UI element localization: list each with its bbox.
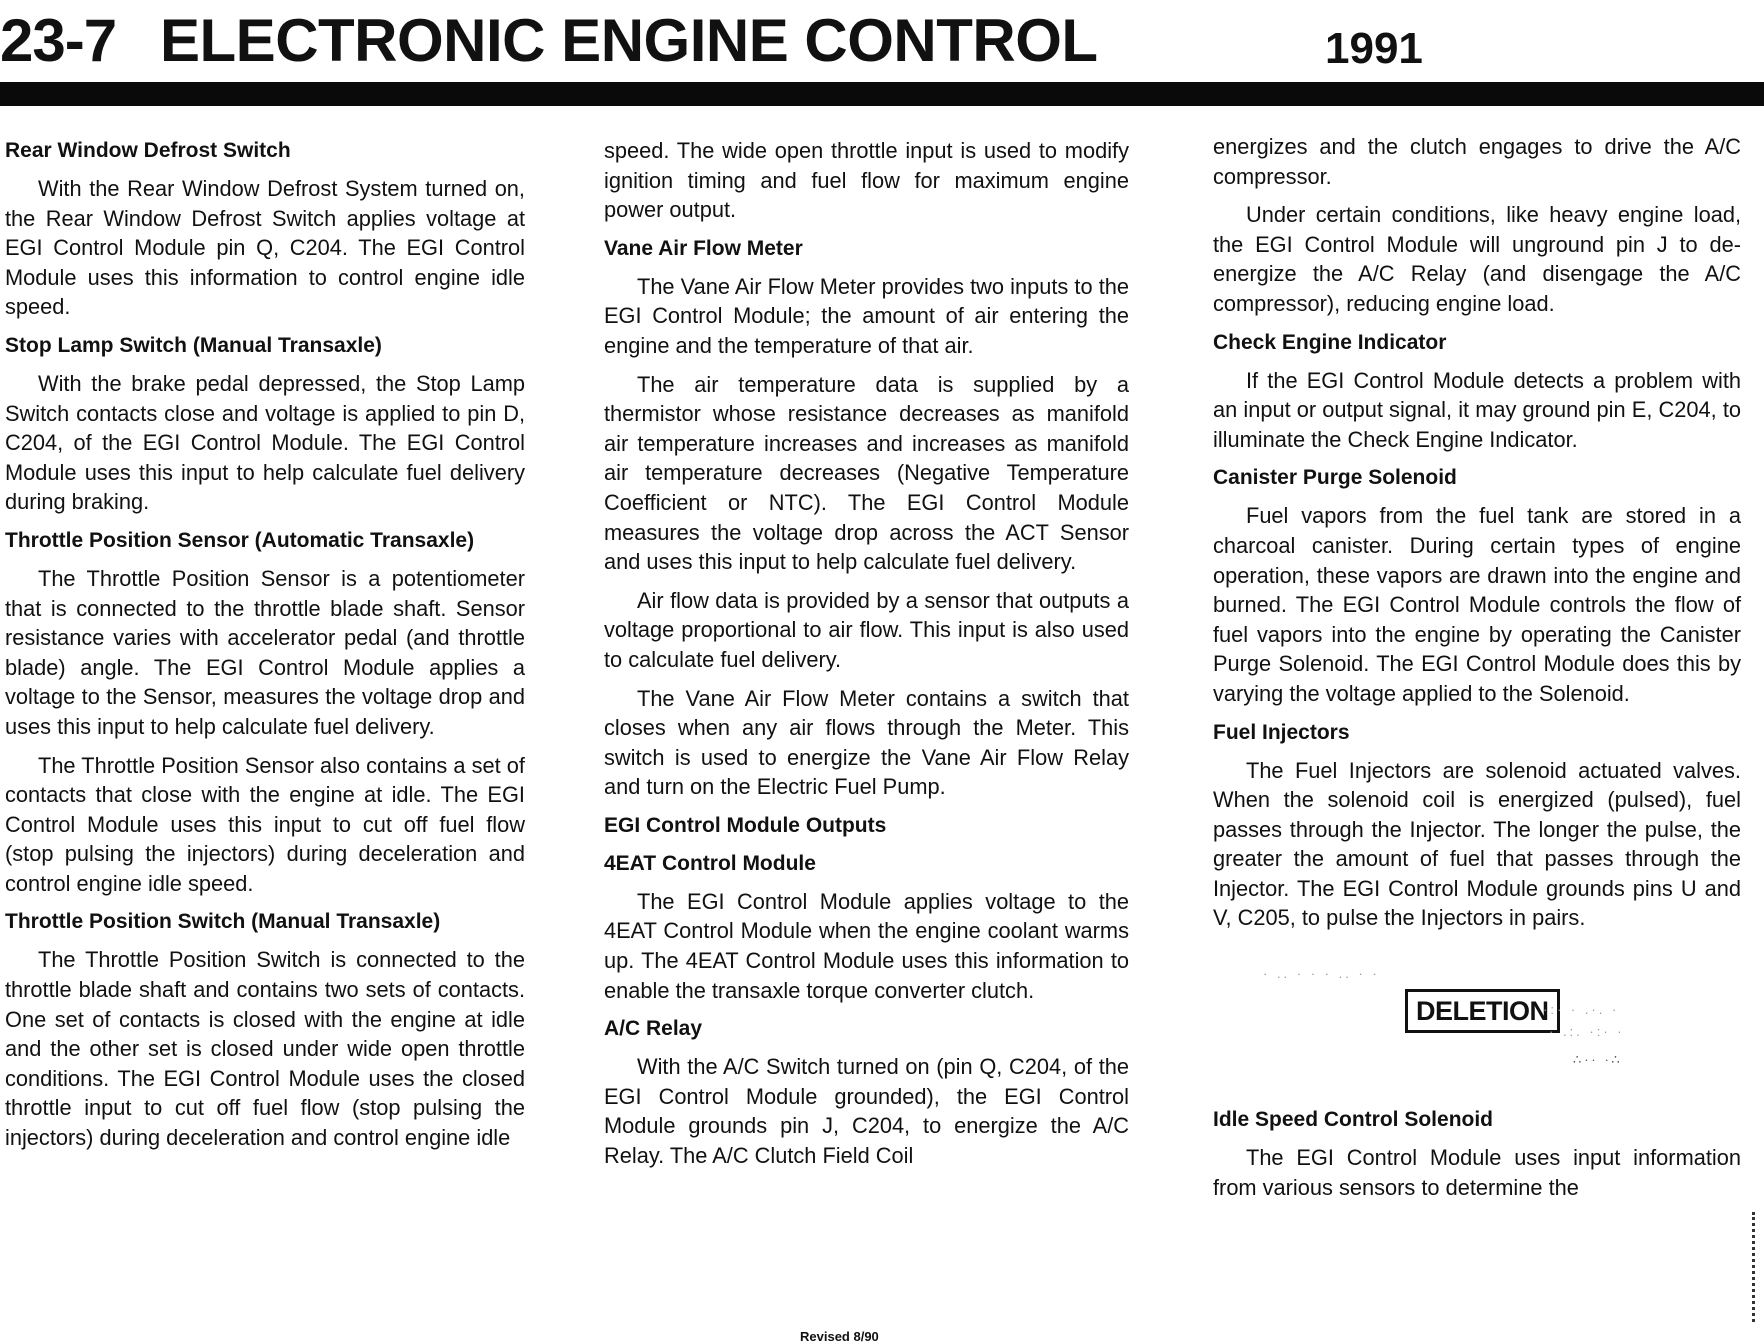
heading-check-engine-indicator: Check Engine Indicator (1213, 330, 1447, 354)
paragraph: The Vane Air Flow Meter provides two inputs to the EGI Control Module; the amount of air entering the engine and the temperature of that air. (604, 273, 1129, 358)
paragraph: The air temperature data is supplied by a thermistor whose resistance decreases as manifold air temperature increases and increases as manifold air temperature decreases (Negative Temperature Coefficient or NTC). The EGI Control Module measures the voltage drop across the ACT Sensor and uses this input to help calculate fuel delivery. (604, 371, 1129, 575)
heading-fuel-injectors: Fuel Injectors (1213, 720, 1350, 744)
scan-edge-mark (1752, 1212, 1759, 1322)
paragraph-continuation: speed. The wide open throttle input is used to modify ignition timing and fuel flow for maximum engine power output. (604, 138, 1129, 223)
paragraph: The Vane Air Flow Meter contains a switch that closes when any air flows through the Meter. This switch is used to energize the Vane Air Flow Relay and turn on the Electric Fuel Pump. (604, 685, 1129, 800)
column-3 (1213, 132, 1741, 1211)
paragraph: The Fuel Injectors are solenoid actuated valves. When the solenoid coil is energized (pulsed), fuel passes through the Injector. The longer the pulse, the greater the amount of fuel that passes through the Injector. The EGI Control Module grounds pins U and V, C205, to pulse the Injectors in pairs. (1213, 757, 1741, 931)
paragraph: The Throttle Position Sensor is a potentiometer that is connected to the throttle blade shaft. Sensor resistance varies with accelerator pedal (and throttle blade) angle. The EGI Control Module applies a voltage to the Sensor, measures the voltage drop and uses this input to help calculate fuel delivery. (5, 565, 525, 739)
heading-idle-speed-control-solenoid: Idle Speed Control Solenoid (1213, 1108, 1494, 1132)
deletion-stamp: DELETION (1405, 989, 1560, 1033)
erased-text-residue: ·:· · .·. · (1543, 1002, 1620, 1018)
heading-throttle-position-sensor: Throttle Position Sensor (Automatic Transaxle) (5, 528, 475, 552)
heading-egi-outputs: EGI Control Module Outputs (604, 813, 887, 837)
column-2 (604, 136, 1129, 1180)
deletion-area (1213, 947, 1741, 1097)
heading-rear-window-defrost: Rear Window Defrost Switch (5, 139, 291, 162)
paragraph: The EGI Control Module applies voltage to the 4EAT Control Module when the engine coolant warms up. The 4EAT Control Module uses this information to enable the transaxle torque converter clutch. (604, 888, 1129, 1003)
heading-4eat-control-module: 4EAT Control Module (604, 851, 816, 875)
erased-text-residue: · .. · · · .. · · (1263, 966, 1380, 982)
heading-vane-air-flow-meter: Vane Air Flow Meter (604, 236, 803, 260)
paragraph: Under certain conditions, like heavy engine load, the EGI Control Module will unground pin J to de-energize the A/C Relay (and disengage the A/C compressor), reducing engine load. (1213, 202, 1741, 316)
paragraph: Fuel vapors from the fuel tank are stored in a charcoal canister. During certain types of engine operation, these vapors are drawn into the engine and burned. The EGI Control Module controls the flow of fuel vapors into the engine by operating the Canister Purge Solenoid. The EGI Control Module does this by varying the voltage applied to the Solenoid. (1213, 503, 1741, 706)
heading-ac-relay: A/C Relay (604, 1017, 703, 1041)
erased-text-residue: · .:. ·:· · (1549, 1024, 1625, 1040)
paragraph: With the brake pedal depressed, the Stop Lamp Switch contacts close and voltage is applied to pin D, C204, of the EGI Control Module. The EGI Control Module uses this input to help calculate fuel delivery during braking. (5, 370, 525, 515)
model-year: 1991 (1325, 24, 1423, 73)
erased-text-residue: ∴·∙ ∙∴ (1573, 1052, 1623, 1068)
paragraph: The EGI Control Module uses input information from various sensors to determine the (1213, 1145, 1741, 1200)
column-1 (5, 136, 525, 1162)
paragraph-continuation: energizes and the clutch engages to drive the A/C compressor. (1213, 134, 1741, 189)
paragraph: With the Rear Window Defrost System turned on, the Rear Window Defrost Switch applies voltage at EGI Control Module pin Q, C204. The EGI Control Module uses this information to control engine idle speed. (5, 176, 525, 320)
header-rule (0, 82, 1764, 106)
section-number: 23-7 (0, 7, 117, 74)
paragraph: Air flow data is provided by a sensor that outputs a voltage proportional to air flow. This input is also used to calculate fuel delivery. (604, 587, 1129, 672)
page-title: ELECTRONIC ENGINE CONTROL (160, 7, 1098, 74)
paragraph: With the A/C Switch turned on (pin Q, C204, of the EGI Control Module grounded), the EGI Control Module grounds pin J, C204, to energize the A/C Relay. The A/C Clutch Field Coil (604, 1054, 1129, 1169)
paragraph: The Throttle Position Switch is connected to the throttle blade shaft and contains two sets of contacts. One set of contacts is closed with the engine at idle and the other set is closed under wide open throttle conditions. The EGI Control Module uses the closed throttle input to cut off fuel flow (stop pulsing the injectors) during deceleration and control engine idle (5, 947, 525, 1151)
heading-throttle-position-switch: Throttle Position Switch (Manual Transaxle) (5, 910, 441, 934)
heading-canister-purge-solenoid: Canister Purge Solenoid (1213, 466, 1457, 490)
paragraph: If the EGI Control Module detects a problem with an input or output signal, it may ground pin E, C204, to illuminate the Check Engine Indicator. (1213, 367, 1741, 452)
revision-note: Revised 8/90 (800, 1329, 879, 1344)
paragraph: The Throttle Position Sensor also contains a set of contacts that close with the engine at idle. The EGI Control Module uses this input to cut off fuel flow (stop pulsing the injectors) during deceleration and control engine idle speed. (5, 752, 525, 896)
heading-stop-lamp-switch: Stop Lamp Switch (Manual Transaxle) (5, 333, 382, 357)
